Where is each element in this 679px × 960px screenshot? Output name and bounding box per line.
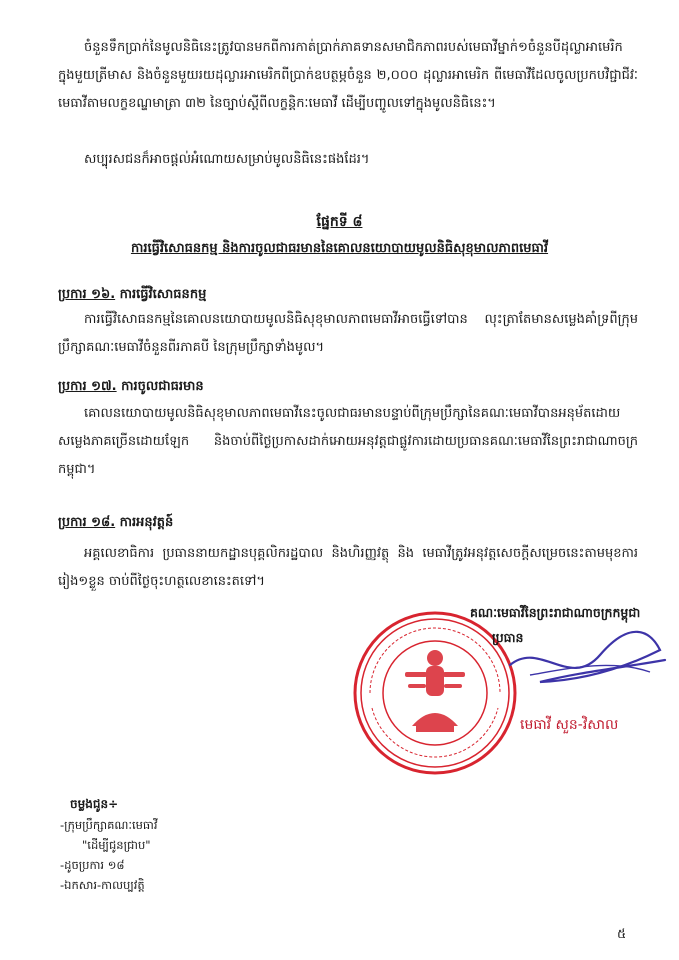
article-16-text: ការធ្វើវិសោធនកម្មនៃគោលនយោបាយមូលនិធិសុខុមាលភាពមេធាវីអាចធ្វើទៅបាន លុះត្រាតែមានសម្លេងគាំទ្រពីក្រុមប្រឹក្សាគណៈមេធាវីចំនួនពីរភាគបី នៃក្រុមប្រឹក្សាទាំងមូល។ bbox=[58, 312, 638, 355]
cc-item: -ក្រុមប្រឹក្សាគណៈមេធាវី bbox=[60, 818, 158, 832]
section-title: ផ្នែកទី ៨ bbox=[316, 214, 363, 230]
article-17-heading bbox=[58, 378, 204, 397]
article-18-title: ការអនុវត្តន៍ bbox=[119, 515, 174, 530]
cc-item: "ដើម្បីជូនជ្រាប" bbox=[82, 838, 151, 852]
signature-block bbox=[470, 605, 640, 649]
signatory-name: មេធាវី សួន-វិសាល bbox=[520, 717, 619, 733]
paragraph-fund-source: ចំនួនទឹកប្រាក់នៃមូលនិធិនេះត្រូវបានមកពីការកាត់ប្រាក់ភាគទានសមាជិកភាពរបស់មេធាវីម្នាក់១ចំនួនបីដុល្លាអាមេរិកក្នុងមួយត្រីមាស និងចំនួនមួយរយដុល្លារអាមេរិកពីប្រាក់ឧបត្ថម្ភចំនួន ២,០០០ ដុល្លារអាមេរិក ពីមេធាវីដែលចូលប្រកបវិជ្ជាជីវៈមេធាវីតាមលក្ខខណ្ឌមាត្រា ៣២ នៃច្បាប់ស្តីពីលក្ខន្តិកៈមេធាវី ដើម្បីបញ្ចូលទៅក្នុងមូលនិធិនេះ។ bbox=[58, 40, 638, 111]
cc-heading: ចម្លងជូន÷ bbox=[70, 797, 119, 811]
signature-org: គណៈមេធាវីនៃព្រះរាជាណាចក្រកម្ពុជា bbox=[470, 605, 641, 620]
signature-role: ប្រធាន bbox=[492, 630, 524, 645]
page-number: ៥ bbox=[617, 927, 627, 942]
article-17-title: ការចូលជាធរមាន bbox=[121, 379, 204, 394]
article-16-title: ការធ្វើវិសោធនកម្ម bbox=[119, 287, 207, 302]
cc-item: -ឯកសារ-កាលប្បវត្តិ bbox=[60, 878, 145, 892]
section-subtitle: ការធ្វើវិសោធនកម្ម និងការចូលជាធរមាននៃគោលនយោបាយមូលនិធិសុខុមាលភាពមេធាវី bbox=[130, 241, 549, 256]
cc-item: -ដូចប្រការ ១៨ bbox=[60, 858, 125, 872]
article-16-heading bbox=[58, 286, 206, 305]
paragraph-donors: សប្បុរសជនក៏អាចផ្តល់អំណោយសម្រាប់មូលនិធិនេះផងដែរ។ bbox=[84, 152, 370, 167]
article-17-text: គោលនយោបាយមូលនិធិសុខុមាលភាពមេធាវីនេះចូលជាធរមានបន្ទាប់ពីក្រុមប្រឹក្សានៃគណៈមេធាវីបានអនុម័តដោយសម្លេងភាគច្រើនដោយឡែក និងចាប់ពីថ្ងៃប្រកាសដាក់អោយអនុវត្តជាផ្លូវការដោយប្រធានគណៈមេធាវីនៃព្រះរាជាណាចក្រកម្ពុជា។ bbox=[58, 406, 638, 477]
article-18-text: អគ្គលេខាធិការ ប្រធាននាយកដ្ឋានបុគ្គលិករដ្ឋបាល និងហិរញ្ញវត្ថុ និង មេធាវីត្រូវអនុវត្តសេចក្តីសម្រេចនេះតាមមុខការរៀង១ខ្លួន ចាប់ពីថ្ងៃចុះហត្ថលេខានេះតទៅ។ bbox=[58, 546, 638, 589]
article-18-number: ប្រការ ១៨. bbox=[58, 515, 116, 530]
article-17-number: ប្រការ ១៧. bbox=[58, 379, 117, 394]
article-18-heading bbox=[58, 514, 173, 533]
article-16-number: ប្រការ ១៦. bbox=[58, 287, 116, 302]
